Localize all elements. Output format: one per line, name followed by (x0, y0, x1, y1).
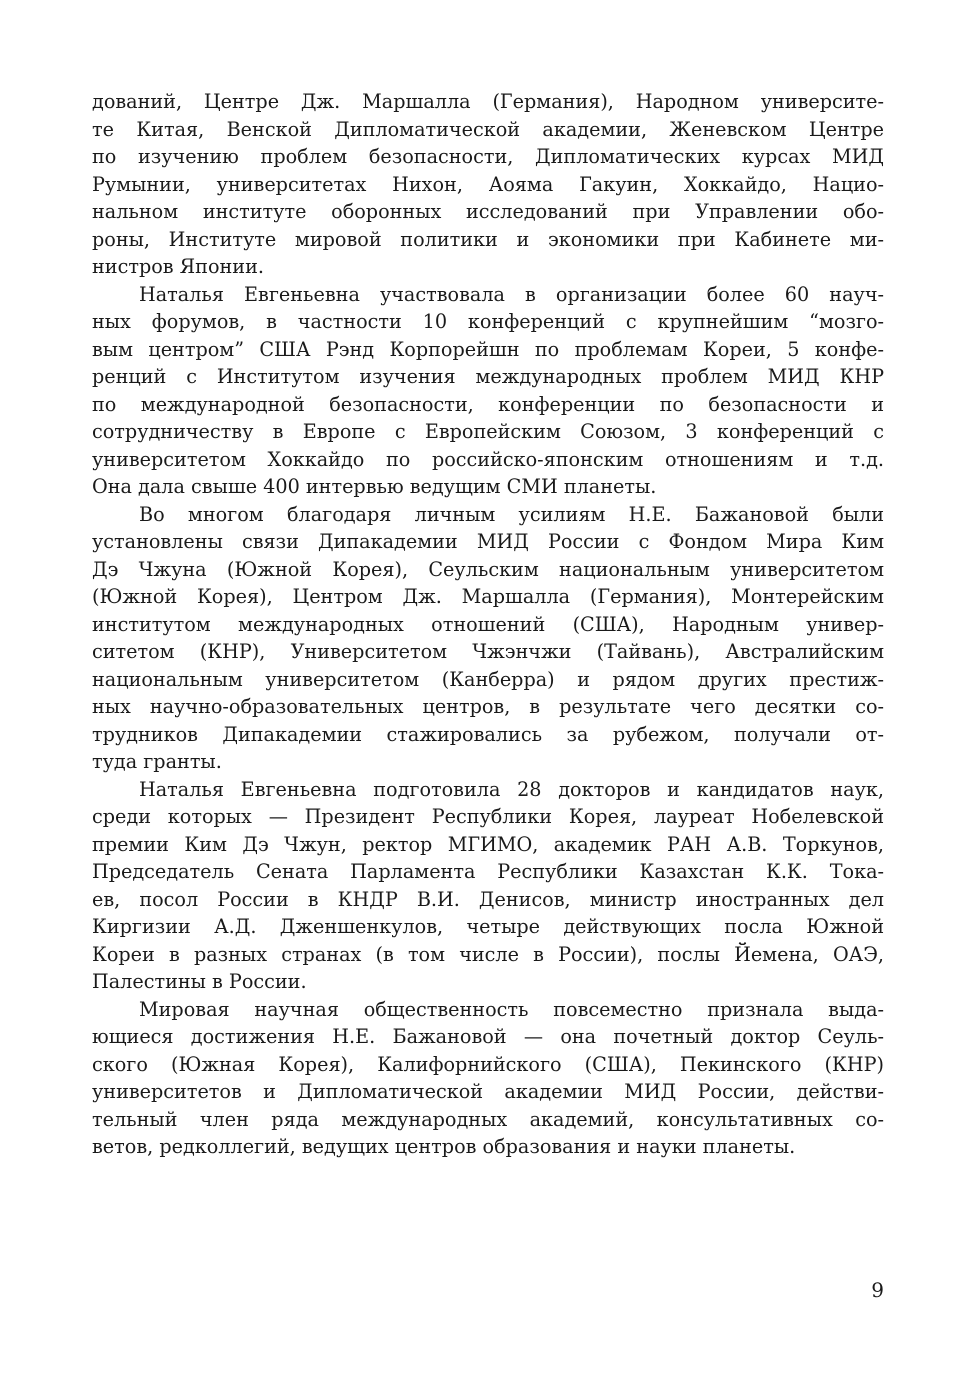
text-line: нистров Японии. (92, 255, 264, 278)
text-line: Кореи в разных странах (в том числе в России), послы Йемена, ОАЭ, (92, 942, 884, 966)
text-line: Наталья Евгеньевна участвовала в организации более 60 науч- (139, 282, 884, 306)
text-line: тельный член ряда международных академий, консультативных со- (92, 1107, 884, 1131)
text-line: Наталья Евгеньевна подготовила 28 докторов и кандидатов наук, (139, 777, 884, 801)
text-line: национальным университетом (Канберра) и рядом других престиж- (92, 667, 884, 691)
text-line: ветов, редколлегий, ведущих центров образования и науки планеты. (92, 1135, 796, 1158)
paragraph (92, 281, 884, 501)
page-number: 9 (871, 1278, 884, 1302)
body-text (92, 88, 884, 1161)
text-line: Дэ Чжуна (Южной Корея), Сеульским национальным университетом (92, 557, 884, 581)
text-line: дований, Центре Дж. Маршалла (Германия), Народном университе- (92, 90, 884, 113)
text-line: ющиеся достижения Н.Е. Бажановой — она почетный доктор Сеуль- (92, 1025, 884, 1048)
text-line: Она дала свыше 400 интервью ведущим СМИ планеты. (92, 475, 657, 498)
text-line: Во многом благодаря личным усилиям Н.Е. Бажановой были (139, 502, 884, 526)
text-line: премии Ким Дэ Чжун, ректор МГИМО, академик РАН А.В. Торкунов, (92, 832, 884, 856)
text-line: установлены связи Дипакадемии МИД России с Фондом Мира Ким (92, 530, 884, 553)
text-line: Киргизии А.Д. Дженшенкулов, четыре действующих посла Южной (92, 915, 884, 938)
text-line: по изучению проблем безопасности, Дипломатических курсах МИД (92, 145, 884, 168)
text-line: университетом Хоккайдо по российско-японским отношениям и т.д. (92, 447, 884, 471)
text-line: нальном институте оборонных исследований при Управлении обо- (92, 200, 884, 223)
paragraph (92, 88, 884, 281)
text-line: (Южной Корея), Центром Дж. Маршалла (Германия), Монтерейским (92, 585, 884, 608)
text-line: ренций с Институтом изучения международных проблем МИД КНР (92, 365, 884, 388)
text-line: институтом международных отношений (США), Народным универ- (92, 612, 884, 636)
text-line: вым центром” США Рэнд Корпорейшн по проблемам Кореи, 5 конфе- (92, 337, 884, 361)
text-line: сотрудничеству в Европе с Европейским Союзом, 3 конференций с (92, 420, 884, 443)
text-line: ных научно-образовательных центров, в результате чего десятки со- (92, 695, 884, 718)
text-line: ситетом (КНР), Университетом Чжэнчжи (Тайвань), Австралийским (92, 640, 884, 663)
text-line: ев, посол России в КНДР В.И. Денисов, министр иностранных дел (92, 887, 884, 911)
paragraph (92, 996, 884, 1161)
text-line: университетов и Дипломатической академии МИД России, действи- (92, 1080, 884, 1103)
text-line: Председатель Сената Парламента Республики Казахстан К.К. Тока- (92, 860, 884, 883)
paragraph (92, 776, 884, 996)
paragraph (92, 501, 884, 776)
text-line: ных форумов, в частности 10 конференций с крупнейшим “мозго- (92, 310, 884, 333)
text-line: те Китая, Венской Дипломатической академии, Женевском Центре (92, 117, 884, 141)
text-line: туда гранты. (92, 750, 222, 773)
text-line: Палестины в России. (92, 970, 307, 993)
text-line: по международной безопасности, конференции по безопасности и (92, 392, 884, 416)
text-line: роны, Институте мировой политики и экономики при Кабинете ми- (92, 227, 884, 251)
text-line: трудников Дипакадемии стажировались за рубежом, получали от- (92, 722, 884, 746)
text-line: ского (Южная Корея), Калифорнийского (США), Пекинского (КНР) (92, 1052, 884, 1076)
text-line: Мировая научная общественность повсеместно признала выда- (139, 997, 884, 1021)
text-line: Румынии, университетах Нихон, Аояма Гакуин, Хоккайдо, Нацио- (92, 172, 884, 196)
text-line: среди которых — Президент Республики Корея, лауреат Нобелевской (92, 805, 884, 828)
